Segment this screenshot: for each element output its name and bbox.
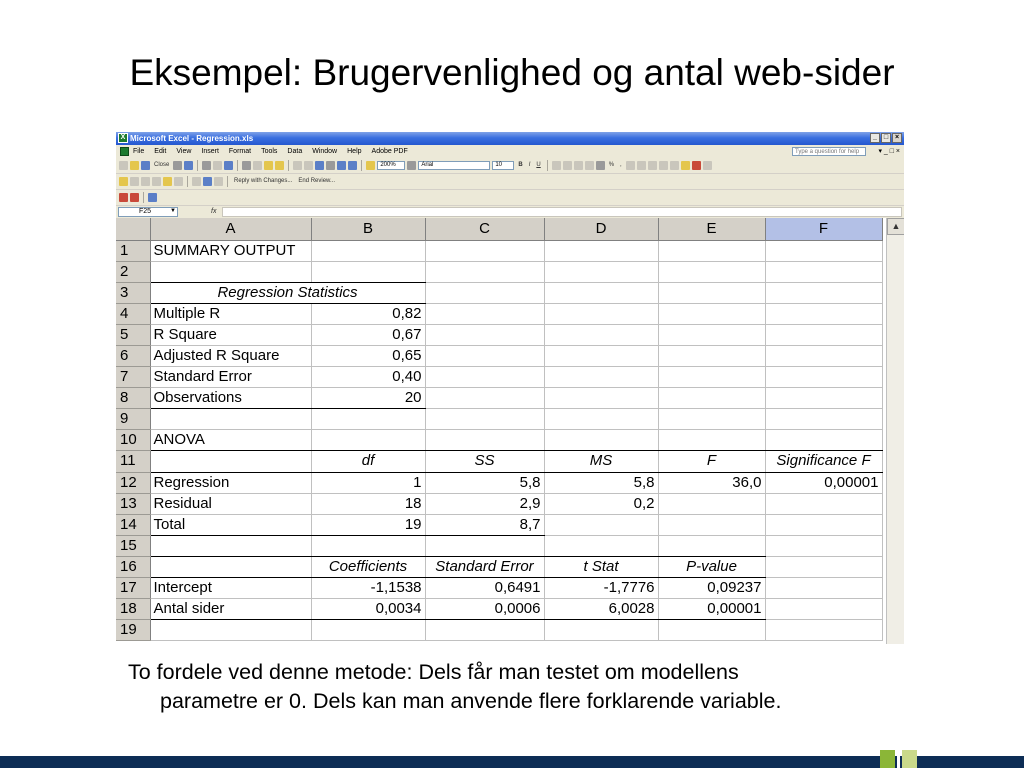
save-icon[interactable] xyxy=(141,161,150,170)
restore-icon[interactable]: □ xyxy=(881,133,891,143)
table-row xyxy=(116,430,882,451)
cell[interactable] xyxy=(544,240,658,261)
autosum-icon[interactable] xyxy=(326,161,335,170)
cell[interactable]: 36,0 xyxy=(658,472,765,493)
cell[interactable] xyxy=(544,535,658,556)
row-header[interactable]: 8 xyxy=(116,388,150,409)
cell[interactable] xyxy=(544,261,658,282)
cell[interactable] xyxy=(658,409,765,430)
table-row xyxy=(116,472,882,493)
cell[interactable]: 0,2 xyxy=(544,493,658,514)
footer-accent-light xyxy=(902,750,917,768)
footer-bar xyxy=(0,756,1024,768)
reply-with-changes-button[interactable]: Reply with Changes... xyxy=(234,178,293,184)
cell[interactable]: ANOVA xyxy=(150,430,311,451)
row-header[interactable]: 4 xyxy=(116,303,150,324)
table-row xyxy=(116,409,882,430)
cell[interactable]: 0,0034 xyxy=(311,599,425,620)
vertical-scrollbar[interactable] xyxy=(886,218,904,644)
sort-descending-icon[interactable] xyxy=(348,161,357,170)
column-header-d[interactable]: D xyxy=(544,218,658,240)
row-header[interactable]: 5 xyxy=(116,324,150,345)
zoom-select[interactable]: 200% xyxy=(377,161,405,170)
cell[interactable] xyxy=(425,261,544,282)
toolbar-options-icon[interactable] xyxy=(703,161,712,170)
row-header[interactable]: 3 xyxy=(116,282,150,303)
cell[interactable]: SS xyxy=(425,451,544,472)
separator xyxy=(361,160,362,171)
cut-icon[interactable] xyxy=(242,161,251,170)
cell[interactable]: SUMMARY OUTPUT xyxy=(150,240,311,261)
cell[interactable]: 0,40 xyxy=(311,367,425,388)
redo-icon[interactable] xyxy=(304,161,313,170)
align-center-icon[interactable] xyxy=(563,161,572,170)
menu-tools[interactable]: Tools xyxy=(261,148,278,155)
cell[interactable]: 0,65 xyxy=(311,345,425,366)
cell[interactable]: Total xyxy=(150,514,311,535)
cell[interactable]: Standard Error xyxy=(425,556,544,577)
underline-icon[interactable]: U xyxy=(536,162,541,168)
row-header[interactable]: 7 xyxy=(116,367,150,388)
formula-bar xyxy=(116,206,904,218)
cell[interactable]: 6,0028 xyxy=(544,599,658,620)
cell[interactable] xyxy=(765,409,882,430)
reviewing-toolbar xyxy=(116,174,904,189)
cell[interactable] xyxy=(425,240,544,261)
body-line-1: To fordele ved denne metode: Dels får man testet om modellens xyxy=(128,660,739,684)
row-header[interactable]: 12 xyxy=(116,472,150,493)
cell[interactable] xyxy=(150,261,311,282)
cell[interactable]: Coefficients xyxy=(311,556,425,577)
pdf-toolbar xyxy=(116,190,904,205)
cell[interactable]: 0,67 xyxy=(311,324,425,345)
menu-format[interactable]: Format xyxy=(228,148,252,155)
print-preview-icon[interactable] xyxy=(213,161,222,170)
cell[interactable] xyxy=(425,535,544,556)
menu-adobe-pdf[interactable]: Adobe PDF xyxy=(371,148,408,155)
fill-color-icon[interactable] xyxy=(681,161,690,170)
row-header[interactable]: 18 xyxy=(116,599,150,620)
cell[interactable] xyxy=(658,324,765,345)
cell[interactable] xyxy=(765,261,882,282)
cell[interactable] xyxy=(658,282,765,303)
review-icon-6[interactable] xyxy=(174,177,183,186)
font-select[interactable]: Arial xyxy=(418,161,490,170)
table-row xyxy=(116,367,882,388)
cell[interactable] xyxy=(765,303,882,324)
cell[interactable] xyxy=(150,451,311,472)
cell[interactable] xyxy=(658,493,765,514)
sort-ascending-icon[interactable] xyxy=(337,161,346,170)
cell[interactable] xyxy=(658,388,765,409)
cell[interactable] xyxy=(544,345,658,366)
cell[interactable] xyxy=(311,430,425,451)
cell[interactable] xyxy=(765,599,882,620)
row-header[interactable]: 19 xyxy=(116,620,150,641)
help-icon[interactable] xyxy=(407,161,416,170)
cell[interactable]: 5,8 xyxy=(425,472,544,493)
table-row xyxy=(116,345,882,366)
cell[interactable]: 0,00001 xyxy=(765,472,882,493)
cell[interactable]: Intercept xyxy=(150,578,311,599)
spreadsheet-grid xyxy=(116,218,886,644)
minimize-icon[interactable]: _ xyxy=(870,133,880,143)
menu-data[interactable]: Data xyxy=(287,148,303,155)
cell[interactable] xyxy=(150,556,311,577)
merge-center-icon[interactable] xyxy=(585,161,594,170)
slide-body xyxy=(128,658,928,716)
row-header[interactable]: 1 xyxy=(116,240,150,261)
cell[interactable]: 8,7 xyxy=(425,514,544,535)
decrease-decimal-icon[interactable] xyxy=(637,161,646,170)
font-size-select[interactable]: 10 xyxy=(492,161,514,170)
cell[interactable]: Multiple R xyxy=(150,303,311,324)
row-header[interactable]: 2 xyxy=(116,261,150,282)
fx-icon[interactable]: fx xyxy=(211,208,217,215)
cell[interactable] xyxy=(658,261,765,282)
increase-indent-icon[interactable] xyxy=(659,161,668,170)
standard-toolbar xyxy=(116,158,904,173)
footer-accent-green xyxy=(880,750,895,768)
table-row xyxy=(116,388,882,409)
paste-icon[interactable] xyxy=(264,161,273,170)
increase-decimal-icon[interactable] xyxy=(626,161,635,170)
undo-icon[interactable] xyxy=(293,161,302,170)
workbook-icon[interactable] xyxy=(120,147,129,156)
cell[interactable] xyxy=(425,620,544,641)
percent-icon[interactable]: % xyxy=(608,162,615,168)
column-header-e[interactable]: E xyxy=(658,218,765,240)
body-line-2: parametre er 0. Dels kan man anvende flere forklarende variable. xyxy=(160,689,782,713)
borders-icon[interactable] xyxy=(670,161,679,170)
spelling-icon[interactable] xyxy=(224,161,233,170)
font-color-icon[interactable] xyxy=(692,161,701,170)
table-row xyxy=(116,599,882,620)
window-title: Microsoft Excel - Regression.xls xyxy=(130,134,254,143)
separator xyxy=(143,192,144,203)
table-row xyxy=(116,556,882,577)
cell[interactable] xyxy=(658,535,765,556)
cell[interactable] xyxy=(311,409,425,430)
column-header-b[interactable]: B xyxy=(311,218,425,240)
separator xyxy=(288,160,289,171)
cell[interactable] xyxy=(658,345,765,366)
menu-help[interactable]: Help xyxy=(347,148,362,155)
column-header-a[interactable]: A xyxy=(150,218,311,240)
table-row xyxy=(116,282,882,303)
cell[interactable] xyxy=(765,367,882,388)
row-header[interactable]: 9 xyxy=(116,409,150,430)
table-row xyxy=(116,451,882,472)
menu-bar xyxy=(116,145,904,158)
cell[interactable]: -1,7776 xyxy=(544,578,658,599)
chart-wizard-icon[interactable] xyxy=(366,161,375,170)
cell[interactable]: Regression xyxy=(150,472,311,493)
cell[interactable] xyxy=(658,303,765,324)
hyperlink-icon[interactable] xyxy=(315,161,324,170)
cell[interactable] xyxy=(658,620,765,641)
review-icon-7[interactable] xyxy=(192,177,201,186)
cell[interactable]: R Square xyxy=(150,324,311,345)
table-row xyxy=(116,240,882,261)
row-header[interactable]: 6 xyxy=(116,345,150,366)
row-header[interactable]: 15 xyxy=(116,535,150,556)
separator xyxy=(187,176,188,187)
help-search-input[interactable]: Type a question for help xyxy=(792,147,866,156)
column-header-f[interactable]: F xyxy=(765,218,882,240)
decrease-indent-icon[interactable] xyxy=(648,161,657,170)
cell[interactable]: 0,09237 xyxy=(658,578,765,599)
window-controls xyxy=(870,133,902,143)
cell[interactable]: 18 xyxy=(311,493,425,514)
cell[interactable] xyxy=(150,620,311,641)
separator xyxy=(197,160,198,171)
cell[interactable] xyxy=(425,324,544,345)
close-button[interactable]: Close xyxy=(154,162,170,168)
review-icon-3[interactable] xyxy=(141,177,150,186)
separator xyxy=(547,160,548,171)
cell[interactable] xyxy=(425,430,544,451)
review-icon-4[interactable] xyxy=(152,177,161,186)
copy-icon[interactable] xyxy=(253,161,262,170)
cell[interactable] xyxy=(544,388,658,409)
separator xyxy=(227,176,228,187)
cell[interactable] xyxy=(544,409,658,430)
worksheet-table xyxy=(116,218,883,641)
align-left-icon[interactable] xyxy=(552,161,561,170)
cell[interactable] xyxy=(765,345,882,366)
doc-window-controls[interactable]: ▾ _ □ × xyxy=(878,148,900,155)
table-row xyxy=(116,303,882,324)
menu-window[interactable]: Window xyxy=(312,148,338,155)
slide-title: Eksempel: Brugervenlighed og antal web-sider xyxy=(129,52,895,93)
cell[interactable]: t Stat xyxy=(544,556,658,577)
cell[interactable] xyxy=(544,324,658,345)
cell[interactable]: 0,82 xyxy=(311,303,425,324)
cell[interactable] xyxy=(658,430,765,451)
cell[interactable] xyxy=(658,240,765,261)
row-header[interactable]: 10 xyxy=(116,430,150,451)
cell[interactable]: F xyxy=(658,451,765,472)
column-header-c[interactable]: C xyxy=(425,218,544,240)
cell[interactable] xyxy=(765,578,882,599)
cell[interactable]: Regression Statistics xyxy=(150,282,425,303)
open-icon[interactable] xyxy=(130,161,139,170)
new-icon[interactable] xyxy=(119,161,128,170)
cell[interactable]: 19 xyxy=(311,514,425,535)
excel-app-icon: X xyxy=(118,133,128,143)
table-row xyxy=(116,535,882,556)
cell[interactable] xyxy=(544,620,658,641)
cell[interactable]: Observations xyxy=(150,388,311,409)
cell[interactable]: Standard Error xyxy=(150,367,311,388)
cell[interactable] xyxy=(311,240,425,261)
row-header[interactable]: 17 xyxy=(116,578,150,599)
row-header[interactable]: 13 xyxy=(116,493,150,514)
cell[interactable] xyxy=(311,261,425,282)
review-icon-8[interactable] xyxy=(203,177,212,186)
cell[interactable]: P-value xyxy=(658,556,765,577)
menu-insert[interactable]: Insert xyxy=(201,148,219,155)
italic-icon[interactable]: I xyxy=(528,162,531,168)
name-box[interactable]: F25 xyxy=(118,207,178,217)
pdf-review-icon[interactable] xyxy=(148,193,157,202)
cell[interactable] xyxy=(765,493,882,514)
cell[interactable]: 2,9 xyxy=(425,493,544,514)
row-header[interactable]: 11 xyxy=(116,451,150,472)
cell[interactable] xyxy=(425,345,544,366)
print-icon[interactable] xyxy=(202,161,211,170)
excel-titlebar xyxy=(116,132,904,145)
cell[interactable]: 5,8 xyxy=(544,472,658,493)
cell[interactable] xyxy=(544,282,658,303)
separator xyxy=(237,160,238,171)
footer-accent-gap xyxy=(897,750,900,768)
comma-icon[interactable]: , xyxy=(620,162,622,168)
cell[interactable]: 1 xyxy=(311,472,425,493)
cell[interactable] xyxy=(765,514,882,535)
formula-input[interactable] xyxy=(222,207,902,217)
table-row xyxy=(116,514,882,535)
table-row xyxy=(116,261,882,282)
cell[interactable] xyxy=(765,430,882,451)
cell[interactable]: -1,1538 xyxy=(311,578,425,599)
cell[interactable] xyxy=(765,556,882,577)
cell[interactable] xyxy=(765,388,882,409)
cell[interactable] xyxy=(150,409,311,430)
email-icon[interactable] xyxy=(184,161,193,170)
cell[interactable] xyxy=(765,535,882,556)
format-painter-icon[interactable] xyxy=(275,161,284,170)
cell[interactable]: Residual xyxy=(150,493,311,514)
scroll-up-icon[interactable]: ▲ xyxy=(887,218,904,235)
cell[interactable] xyxy=(658,514,765,535)
table-row xyxy=(116,620,882,641)
cell[interactable] xyxy=(425,282,544,303)
excel-window xyxy=(116,132,904,644)
select-all-corner[interactable] xyxy=(116,218,150,240)
review-icon-5[interactable] xyxy=(163,177,172,186)
name-box-dropdown-icon[interactable]: ▼ xyxy=(170,208,176,214)
cell[interactable] xyxy=(544,514,658,535)
menu-file[interactable]: File xyxy=(133,148,145,155)
table-row xyxy=(116,578,882,599)
cell[interactable]: 0,6491 xyxy=(425,578,544,599)
cell[interactable] xyxy=(765,240,882,261)
cell[interactable] xyxy=(425,409,544,430)
cell[interactable] xyxy=(658,367,765,388)
convert-pdf-email-icon[interactable] xyxy=(130,193,139,202)
cell[interactable]: Antal sider xyxy=(150,599,311,620)
cell[interactable] xyxy=(311,535,425,556)
table-row xyxy=(116,324,882,345)
cell[interactable] xyxy=(425,388,544,409)
cell[interactable] xyxy=(765,620,882,641)
review-icon-9[interactable] xyxy=(214,177,223,186)
permission-icon[interactable] xyxy=(173,161,182,170)
menu-view[interactable]: View xyxy=(176,148,192,155)
cell[interactable] xyxy=(425,367,544,388)
convert-pdf-icon[interactable] xyxy=(119,193,128,202)
cell[interactable] xyxy=(425,303,544,324)
cell[interactable]: df xyxy=(311,451,425,472)
menu-edit[interactable]: Edit xyxy=(154,148,167,155)
align-right-icon[interactable] xyxy=(574,161,583,170)
review-icon-2[interactable] xyxy=(130,177,139,186)
close-icon[interactable]: × xyxy=(892,133,902,143)
cell[interactable]: Adjusted R Square xyxy=(150,345,311,366)
cell[interactable]: Significance F xyxy=(765,451,882,472)
cell[interactable] xyxy=(311,620,425,641)
cell[interactable] xyxy=(765,324,882,345)
cell[interactable]: 20 xyxy=(311,388,425,409)
cell[interactable] xyxy=(765,282,882,303)
cell[interactable] xyxy=(544,303,658,324)
cell[interactable]: MS xyxy=(544,451,658,472)
currency-icon[interactable] xyxy=(596,161,605,170)
row-header[interactable]: 14 xyxy=(116,514,150,535)
cell[interactable] xyxy=(150,535,311,556)
cell[interactable]: 0,00001 xyxy=(658,599,765,620)
cell[interactable] xyxy=(544,430,658,451)
table-row xyxy=(116,493,882,514)
bold-icon[interactable]: B xyxy=(518,162,523,168)
review-icon-1[interactable] xyxy=(119,177,128,186)
row-header[interactable]: 16 xyxy=(116,556,150,577)
end-review-button[interactable]: End Review... xyxy=(298,178,336,184)
cell[interactable] xyxy=(544,367,658,388)
cell[interactable]: 0,0006 xyxy=(425,599,544,620)
